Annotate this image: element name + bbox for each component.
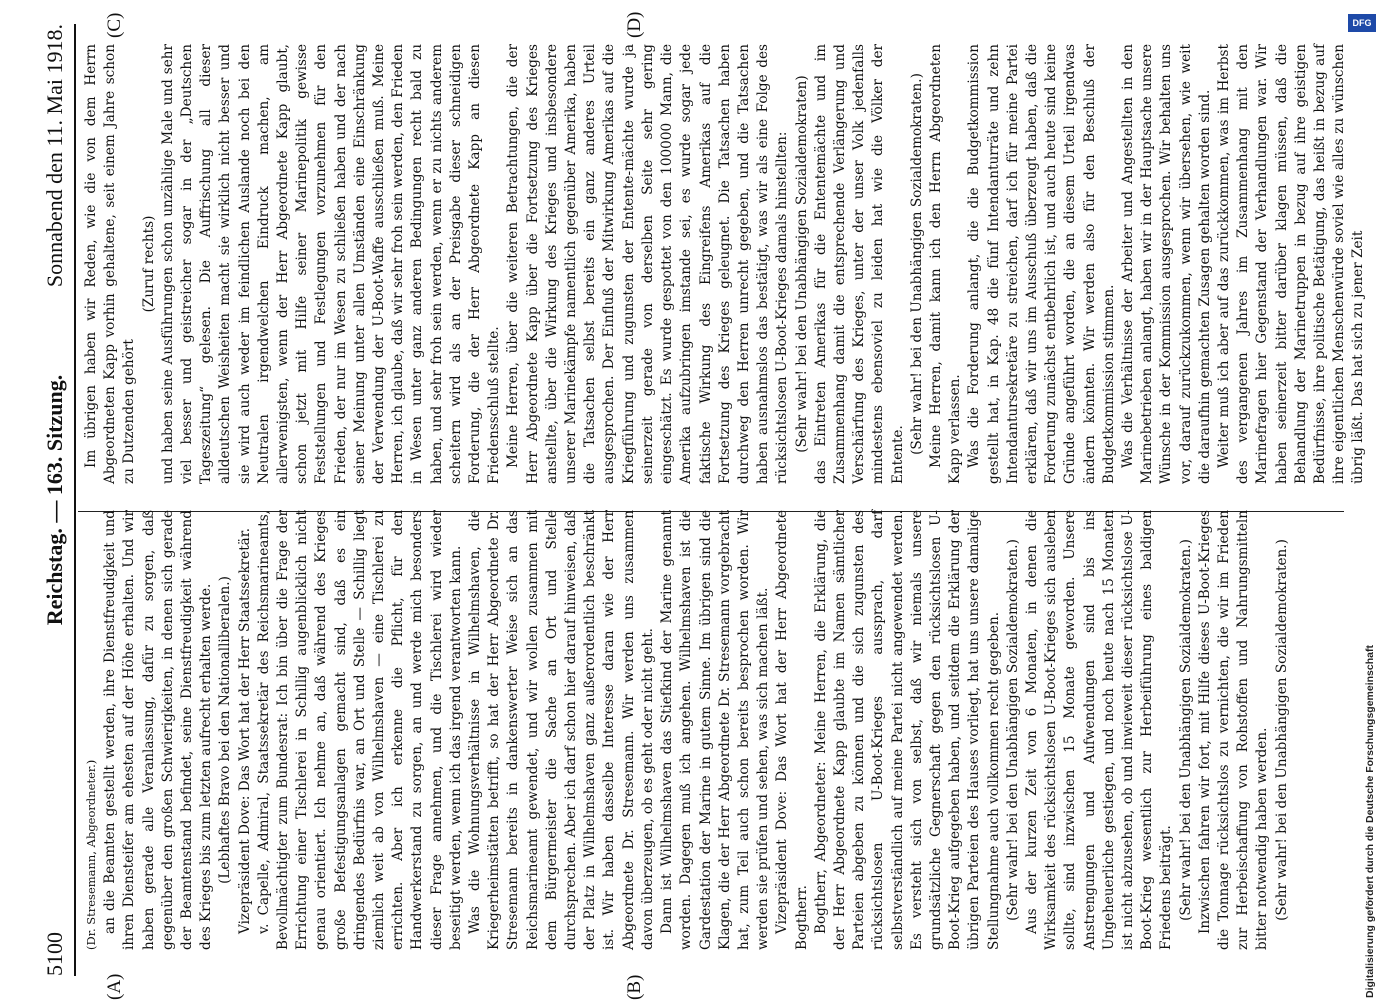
digitization-credit: Digitalisierung gefördert durch die Deutsche Forschungsgemeinschaft	[1364, 645, 1376, 998]
paragraph: Was die Forderung anlangt, die die Budgetkommission gestellt hat, in Kap. 48 die fünf Intendanturräte und zehn Intendantursekretäre zu streichen, darf ich für meine Partei erklären, daß wir uns im Ausschuß überzeugt haben, daß die Forderung zunächst entbehrlich ist, und auch heute sind keine Gründe angeführt worden, die an diesem Urteil irgendwas ändern könnten. Wir werden also für den Beschluß der Budgetkommission stimmen.	[966, 44, 1117, 484]
right-column	[82, 44, 1369, 484]
interjection: (Sehr wahr! bei den Unabhängigen Sozialdemokraten.)	[1004, 539, 1021, 921]
page-number: 5100	[42, 932, 67, 976]
paragraph: Meine Herren, über die weiteren Betrachtungen, die der Herr Abgeordnete Kapp über die Fortsetzung des Krieges anstellte, über die Wirkung des Krieges und insbesondere unserer Marinekämpfe namentlich gegenüber Amerika, haben die Tatsachen selbst bereits ein ganz anderes Urteil ausgesprochen. Der Einfluß der Mitwirkung Amerikas auf die Kriegführung und zugunsten der Entente-mächte wurde ja seinerzeit gerade von derselben Seite sehr gering eingeschätzt. Es wurde gespottet von den 100000 Mann, die Amerika aufzubringen imstande sei, es wurde sogar jede faktische Wirkung des Eingreifens Amerikas auf die Fortsetzung des Krieges geleugnet. Die Tatsachen haben durchweg den Herren unrecht gegeben, und die Tatsachen haben ausnahmslos das bestätigt, was wir als eine Folge des rücksichtslosen U-Boot-Krieges damals hinstellten:	[505, 44, 791, 484]
paragraph: Inzwischen fahren wir fort, mit Hilfe dieses U-Boot-Krieges die Tonnage rücksichtslos zu vernichten, die wir im Frieden zur Herbeischaffung von Rohstoffen und Nahrungsmitteln bitter notwendig haben werden.	[1196, 510, 1271, 950]
margin-label-a: (A)	[104, 973, 125, 1000]
paragraph: Vizepräsident Dove: Das Wort hat der Herr Abgeordnete Bogtherr.	[774, 510, 810, 950]
interjection: (Sehr wahr! bei den Unabhängigen Sozialdemokraten)	[793, 75, 810, 453]
paragraph: Weiter muß ich aber auf das zurückkommen, was im Herbst des vergangenen Jahres im Zusammenhang mit den Marinefragen hier Gegenstand der Verhandlungen war. Wir haben seinerzeit bitter darüber klagen müssen, daß die Behandlung der Marinetruppen in bezug auf ihre geistigen Bedürfnisse, ihre politische Betätigung, das heißt in bezug auf ihre eigentlichen Menschenwürde soviel wie alles zu wünschen übrig läßt. Das hat sich zu jener Zeit	[1215, 44, 1367, 484]
header-rule	[74, 24, 76, 976]
paragraph: Dann ist Wilhelmshaven das Stiefkind der Marine genannt worden. Dagegen muß ich angehen. Wilhelmshaven ist die Gardestation der Marine in gutem Sinne. Im übrigen sind die Klagen, die der Herr Abgeordnete Dr. Stresemann vorgebracht hat, zum Teil auch schon bereits besprochen worden. Wir werden sie prüfen und sehen, was sich machen läßt.	[659, 510, 772, 950]
margin-label-d: (D)	[624, 11, 645, 38]
interjection: (Sehr wahr! bei den Unabhängigen Sozialdemokraten.)	[1273, 539, 1290, 921]
interjection: (Zuruf rechts)	[140, 215, 157, 313]
paragraph: Meine Herren, damit kann ich den Herrn Abgeordneten Kapp verlassen.	[927, 44, 964, 484]
session-title: Reichstag. — 163. Sitzung.	[42, 374, 67, 626]
page-header	[38, 24, 78, 976]
interjection: (Sehr wahr! bei den Unabhängigen Sozialdemokraten.)	[1177, 539, 1194, 921]
paragraph: v. Capelle, Admiral, Staatssekretär des Reichsmarineamts, Bevollmächtigter zum Bundesrat: Ich bin über die Frage der Errichtung einer Tischlerei in Schillig augenblicklich nicht genau orientiert. Ich nehme an, daß während des Krieges große Befestigungsanlagen gemacht sind, daß es ein dringendes Bedürfnis war, an Ort und Stelle — Schillig liegt ziemlich weit ab von Wilhelmshaven — eine Tischlerei zu errichten. Aber ich erkenne die Pflicht, für den Handwerkerstand zu sorgen, an und werde mich besonders dieser Frage annehmen, und die Tischlerei wird wieder beseitigt werden, wenn ich das irgend verantworten kann.	[255, 510, 464, 950]
paragraph: Vizepräsident Dove: Das Wort hat der Herr Staatssekretär.	[236, 527, 253, 934]
paragraph: das Eintreten Amerikas für die Ententemächte und im Zusammenhang damit die entsprechende Verlängerung und Verschärfung des Krieges, unter der unser Volk jedenfalls mindestens ebensoviel zu leiden hat wie die Völker der Entente.	[812, 44, 906, 484]
paragraph: und haben seine Ausführungen schon unzählige Male und sehr viel besser und geistreicher sogar in der „Deutschen Tageszeitung“ gelesen. Die Auffrischung all dieser alldeutschen Weisheiten macht sie wirklich nicht besser und sie wird auch weder im feindlichen Auslande noch bei den Neutralen irgendwelchen Eindruck machen, am allerwenigsten, wenn der Herr Abgeordnete Kapp glaubt, schon jetzt mit Hilfe seiner Marinepolitik gewisse Feststellungen und Festlegungen vorzunehmen für den Frieden, der nur im Wesen zu schließen haben und der nach seiner Meinung unter allen Umständen eine Einschränkung der Verwendung der U-Boot-Waffe ausschließen muß. Meine Herren, ich glaube, daß wir sehr froh sein werden, den Frieden in Wesen unter ganz anderen Bedingungen recht bald zu haben, und sehr froh sein werden, wenn er zu nichts anderem scheitern wird als an der Preisgabe dieser schneidigen Forderung, die der Herr Abgeordnete Kapp an diesen Friedensschluß stellte.	[159, 44, 503, 484]
margin-label-b: (B)	[624, 974, 645, 1000]
dfg-logo: DFG	[1348, 14, 1376, 32]
paragraph: Was die Verhältnisse der Arbeiter und Angestellten in den Marinebetrieben anlangt, haben wir in der Hauptsache unsere Wünsche in der Kommission ausgesprochen. Wir behalten uns vor, darauf zurückzukommen, wenn wir übersehen, wie weit die daraufhin gemachten Zusagen gehalten worden sind.	[1119, 44, 1213, 484]
digitization-sidebar	[1342, 8, 1382, 998]
paragraph: an die Beamten gestellt werden, ihre Dienstfreudigkeit und ihren Diensteifer am ehesten auf der Höhe erhalten. Und wir haben gerade alle Veranlassung, dafür zu sorgen, daß gegenüber den großen Schwierigkeiten, in denen sich gerade der Beamtenstand befindet, seine Dienstfreudigkeit während des Krieges bis zum letzten aufrecht erhalten werde.	[102, 510, 215, 950]
left-column	[82, 510, 1292, 950]
margin-label-c: (C)	[104, 12, 125, 38]
paragraph: Im übrigen haben wir Reden, wie die von dem Herrn Abgeordneten Kapp vorhin gehaltene, seit einem Jahre schon zu Dutzenden gehört	[83, 44, 138, 484]
speaker-tag: (Dr. Stresemann, Abgeordneter.)	[84, 759, 98, 950]
paragraph: Bogtherr, Abgeordneter: Meine Herren, die Erklärung, die der Herr Abgeordnete Kapp glaubte im Namen sämtlicher Parteien abgeben zu können und die sich zugunsten des rücksichtslosen U-Boot-Krieges aussprach, darf selbstverständlich auf meine Partei nicht angewendet werden. Es versteht sich von selbst, daß wir niemals unsere grundsätzliche Gegnerschaft gegen den rücksichtslosen U-Boot-Krieg aufgegeben haben, und seitdem die Erklärung der übrigen Parteien des Hauses vorliegt, hat uns unsere damalige Stellungnahme auch vollkommen recht gegeben.	[812, 510, 1002, 950]
session-date: Sonnabend den 11. Mai 1918.	[42, 24, 67, 288]
interjection: (Sehr wahr! bei den Unabhängigen Sozialdemokraten.)	[908, 73, 925, 455]
interjection: (Lebhaftes Bravo bei den Nationalliberalen.)	[217, 576, 234, 884]
paragraph: Aus der kurzen Zeit von 6 Monaten, in denen die Wirksamkeit des rücksichtslosen U-Boot-Krieges sich ausleben sollte, sind inzwischen 15 Monate geworden. Unsere Anstrengungen und Aufwendungen sind bis ins Ungeheuerliche gestiegen, und noch heute nach 15 Monaten ist nicht abzusehen, ob und inwieweit dieser rücksichtslose U-Boot-Krieg wesentlich zur Herbeiführung eines baldigen Friedens beiträgt.	[1023, 510, 1175, 950]
paragraph: Was die Wohnungsverhältnisse in Wilhelmshaven, die Kriegerheimstätten betrifft, so hat der Herr Abgeordnete Dr. Stresemann bereits in dankenswerter Weise sich an das Reichsmarineamt gewendet, und wir wollen zusammen mit dem Bürgermeister die Sache an Ort und Stelle durchsprechen. Aber ich darf schon hier darauf hinweisen, daß der Platz in Wilhelmshaven ganz außerordentlich beschränkt ist. Wir haben dasselbe Interesse daran wie der Herr Abgeordnete Dr. Stresemann. Wir werden uns zusammen davon überzeugen, ob es geht oder nicht geht.	[467, 510, 656, 950]
